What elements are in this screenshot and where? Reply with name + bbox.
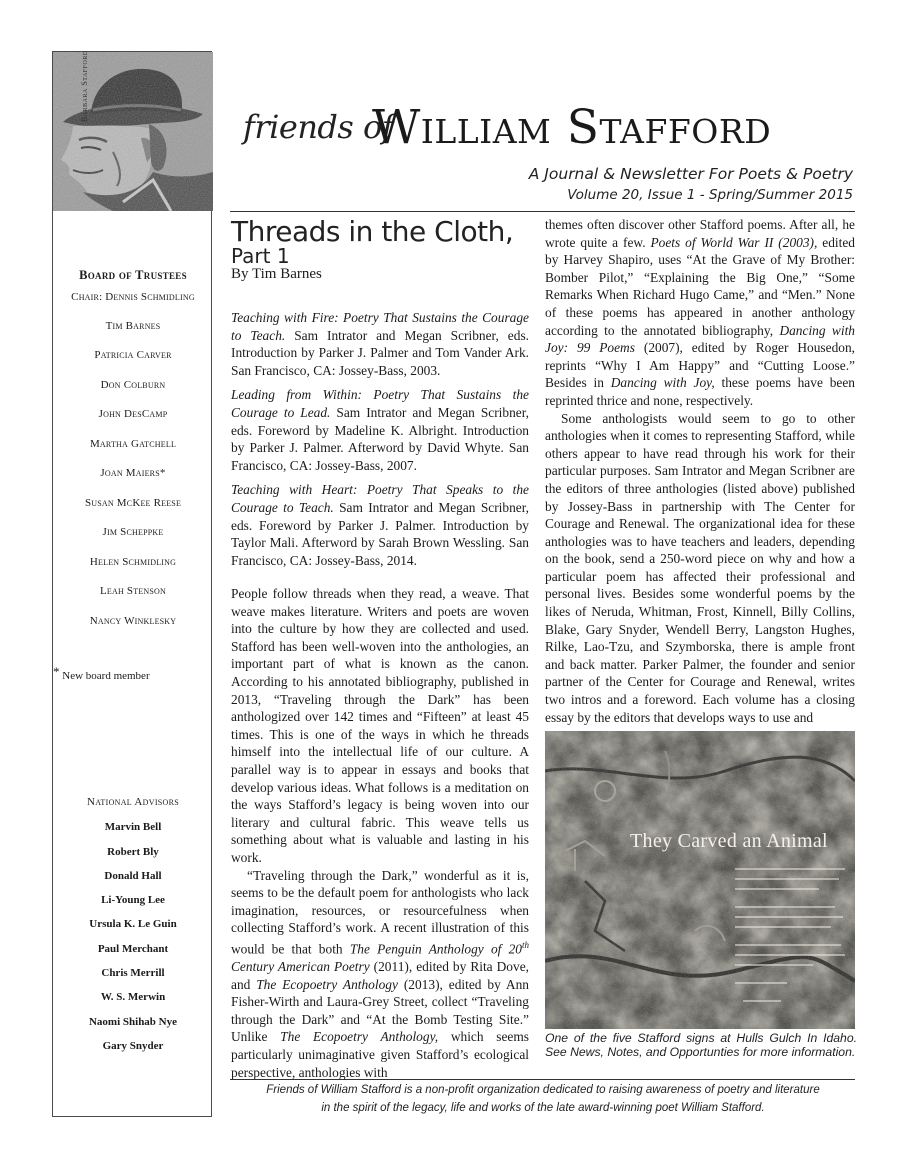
- book-title: The Penguin Anthology of 20: [349, 941, 522, 957]
- text-run: edited by Harvey Shapiro, uses “At the Grave of My Brother: Bomber Pilot,” “Explaining the Big One,” “Some Remarks When Richard Hugo Came,” and “Men.” None of these poems has appeared in another anthology according to the annotated bibliography,: [545, 234, 855, 338]
- sign-poem-line: [735, 868, 845, 870]
- article-subtitle: Part 1: [231, 244, 290, 268]
- sign-poem-line: [735, 954, 845, 956]
- trustee-name: Helen Schmidling: [89, 556, 177, 568]
- footer-divider: [230, 1079, 855, 1080]
- petroglyph-sign-photo: [545, 731, 855, 1029]
- book-title: The Ecopoetry Anthology: [256, 976, 398, 992]
- advisor-name: Marvin Bell: [104, 821, 162, 833]
- national-advisors-heading: National Advisors: [86, 796, 180, 808]
- book-title: Dancing with Joy,: [610, 375, 715, 391]
- asterisk: *: [53, 664, 60, 679]
- advisor-name: Ursula K. Le Guin: [89, 918, 177, 930]
- trustee-name: Martha Gatchell: [89, 438, 177, 450]
- sign-poem-line: [735, 906, 835, 908]
- ordinal-suffix: th: [521, 939, 529, 950]
- stafford-portrait-image: [53, 52, 213, 211]
- article-body-column-1: [231, 585, 529, 1081]
- reference-details: Sam Intrator and Megan Scribner, eds. Foreword by Parker J. Palmer. Introduction by Taylor Mali. Afterword by Sarah Brown Wessling. San Francisco, CA: Jossey-Bass, 2014.: [231, 499, 529, 568]
- trustee-name: Nancy Winklesky: [89, 615, 177, 627]
- advisor-name: W. S. Merwin: [100, 991, 166, 1003]
- sign-poem-line: [735, 878, 839, 880]
- advisor-name: Chris Merrill: [101, 967, 165, 979]
- text-run: “Traveling through the Dark,” wonderful as it is, seems to be the default poem for anthologists who lack imagination, resources, or resourcefulness when collecting Stafford’s work. A recent illustration of this would be that both: [231, 867, 529, 957]
- trustee-name: Jim Scheppke: [102, 526, 164, 538]
- advisor-name: Robert Bly: [107, 846, 159, 858]
- footer-mission-line-1: Friends of William Stafford is a non-profit organization dedicated to raising awareness of poetry and literature: [266, 1084, 820, 1096]
- book-title: Dancing with Joy: 99 Poems: [545, 322, 856, 356]
- text-run: (2007), edited by Roger Housedon, reprints “Why I Am Happy” and “Cutting Loose.” Besides in: [545, 340, 856, 391]
- trustee-name: Joan Maiers*: [100, 467, 166, 479]
- issue-volume: Volume 20, Issue 1 - Spring/Summer 2015: [567, 187, 853, 203]
- trustee-name: Susan McKee Reese: [84, 497, 182, 509]
- article-paragraph: Some anthologists would seem to go to other anthologies when it comes to representing Stafford, while others appear to have read through his work for their particular purposes. Sam Intrator and Megan Scribner are the editors of three anthologies (listed above) published by Jossey-Bass in partnership with The Center for Courage and Renewal. The organizational idea for these anthologies was to have teachers and leaders, depending on the book, send a 250-word piece on why and how a particular poem has affected their professional and personal lives. Besides some wonderful poems by the likes of Neruda, Whitman, Frost, Kinnell, Billy Collins, Blake, Gary Snyder, Wendell Berry, Langston Hughes, Rilke, Lao-Tzu, and Szymborska, there is ample front and back matter. Parker Palmer, the founder and senior partner of the Center for Courage and Renewal, writes two intros and a foreword. Each volume has a closing essay by the editors that develops ways to use and: [545, 410, 855, 725]
- reference-item: [231, 309, 529, 379]
- sign-poem-line: [735, 982, 787, 984]
- article-byline: By Tim Barnes: [231, 266, 322, 282]
- reference-list: [231, 309, 529, 576]
- footer-mission-line-2: in the spirit of the legacy, life and works of the late award-winning poet William Stafford.: [321, 1102, 765, 1114]
- sign-poem-line: [735, 944, 841, 946]
- reference-title: Teaching with Fire: Poetry That Sustains the Courage to Teach.: [231, 310, 529, 343]
- sign-title: They Carved an Animal: [630, 830, 828, 852]
- trustee-name: Tim Barnes: [105, 320, 161, 332]
- advisor-name: Donald Hall: [104, 870, 162, 882]
- trustee-name: Patricia Carver: [94, 349, 172, 361]
- reference-details: Sam Intrator and Megan Scribner, eds. Introduction by Parker J. Palmer and Tom Vander Ark. San Francisco, CA: Jossey-Bass, 2003.: [231, 327, 530, 378]
- masthead-subtitle: A Journal & Newsletter For Poets & Poetry: [528, 165, 853, 183]
- sign-poem-line: [735, 916, 843, 918]
- new-board-member-note: [53, 664, 213, 683]
- reference-title: Leading from Within: Poetry That Sustains the Courage to Lead.: [231, 387, 529, 420]
- new-board-member-label: New board member: [62, 670, 150, 682]
- reference-title: Teaching with Heart: Poetry That Speaks to the Courage to Teach.: [231, 482, 529, 515]
- sign-poem-line: [735, 888, 819, 890]
- text-run: these poems have been reprinted thrice and none, respectively.: [545, 375, 855, 408]
- sign-poem-line: [735, 964, 813, 966]
- article-paragraph: [231, 867, 529, 1082]
- sign-poem-line: [735, 926, 831, 928]
- trustee-name: Leah Stenson: [100, 585, 166, 597]
- article-paragraph: [545, 216, 855, 410]
- advisor-name: Gary Snyder: [102, 1040, 164, 1052]
- masthead-title: William Stafford: [372, 100, 772, 155]
- trustee-name: Don Colburn: [100, 379, 166, 391]
- board-of-trustees-heading: Board of Trustees: [79, 268, 187, 282]
- book-title: Poets of World War II (2003),: [650, 234, 818, 250]
- text-run: which seems particularly unimaginative given Stafford’s ecological perspective, anthologies with: [231, 1029, 530, 1080]
- reference-item: [231, 386, 529, 474]
- board-chair: Chair: Dennis Schmidling: [71, 291, 195, 303]
- masthead-divider: [230, 211, 855, 212]
- figure-caption: One of the five Stafford signs at Hulls Gulch In Idaho. See News, Notes, and Opportunties for more information.: [545, 1031, 857, 1059]
- advisor-name: Paul Merchant: [97, 943, 169, 955]
- book-title: Century American Poetry: [231, 958, 370, 974]
- advisor-name: Li-Young Lee: [101, 894, 165, 906]
- book-title: The Ecopoetry Anthology,: [280, 1029, 439, 1045]
- text-run: themes often discover other Stafford poems. After all, he wrote quite a few.: [545, 217, 855, 250]
- article-body-column-2: [545, 216, 855, 726]
- sign-poem-line: [743, 1000, 781, 1002]
- trustee-name: John DesCamp: [98, 408, 168, 420]
- article-paragraph: People follow threads when they read, a weave. That weave makes literature. Writers and poets are woven into the culture by how they are collected and used. Stafford has been well-woven into the anthologies, an important part of what is known as the canon. According to his annotated bibliography, published in 2013, “Traveling through the Dark” has been anthologized over 142 times and “Fifteen” at least 45 times. This is one of the ways in which he threads himself into the intellectual life of our culture. A parallel way is to appear in essays and books that develop various ideas. What follows is a meditation on the ways Stafford’s legacy is being woven into our literary and cultural fabric. This weave tells us something about what is valuable and lasting in his work.: [231, 586, 529, 865]
- reference-item: [231, 481, 529, 569]
- text-run: (2011), edited by Rita Dove, and: [231, 958, 529, 992]
- article-title: Threads in the Cloth,: [231, 215, 514, 248]
- masthead-friends-of: friends of: [243, 108, 394, 146]
- advisor-name: Naomi Shihab Nye: [88, 1016, 178, 1028]
- portrait-drawing: [53, 52, 213, 211]
- photo-credit: Barbara Stafford: [80, 50, 89, 122]
- text-run: (2013), edited by Ann Fisher-Wirth and Laura-Grey Street, collect “Traveling through the Dark” and “At the Bomb Testing Site.” Unlike: [231, 976, 529, 1045]
- rock-texture: [545, 731, 855, 1029]
- reference-details: Sam Intrator and Megan Scribner, eds. Foreword by Madeline K. Albright. Introduction by Parker J. Palmer. Afterword by David Whyte. San Francisco, CA: Jossey-Bass, 2007.: [231, 404, 530, 473]
- sidebar: [52, 51, 212, 1117]
